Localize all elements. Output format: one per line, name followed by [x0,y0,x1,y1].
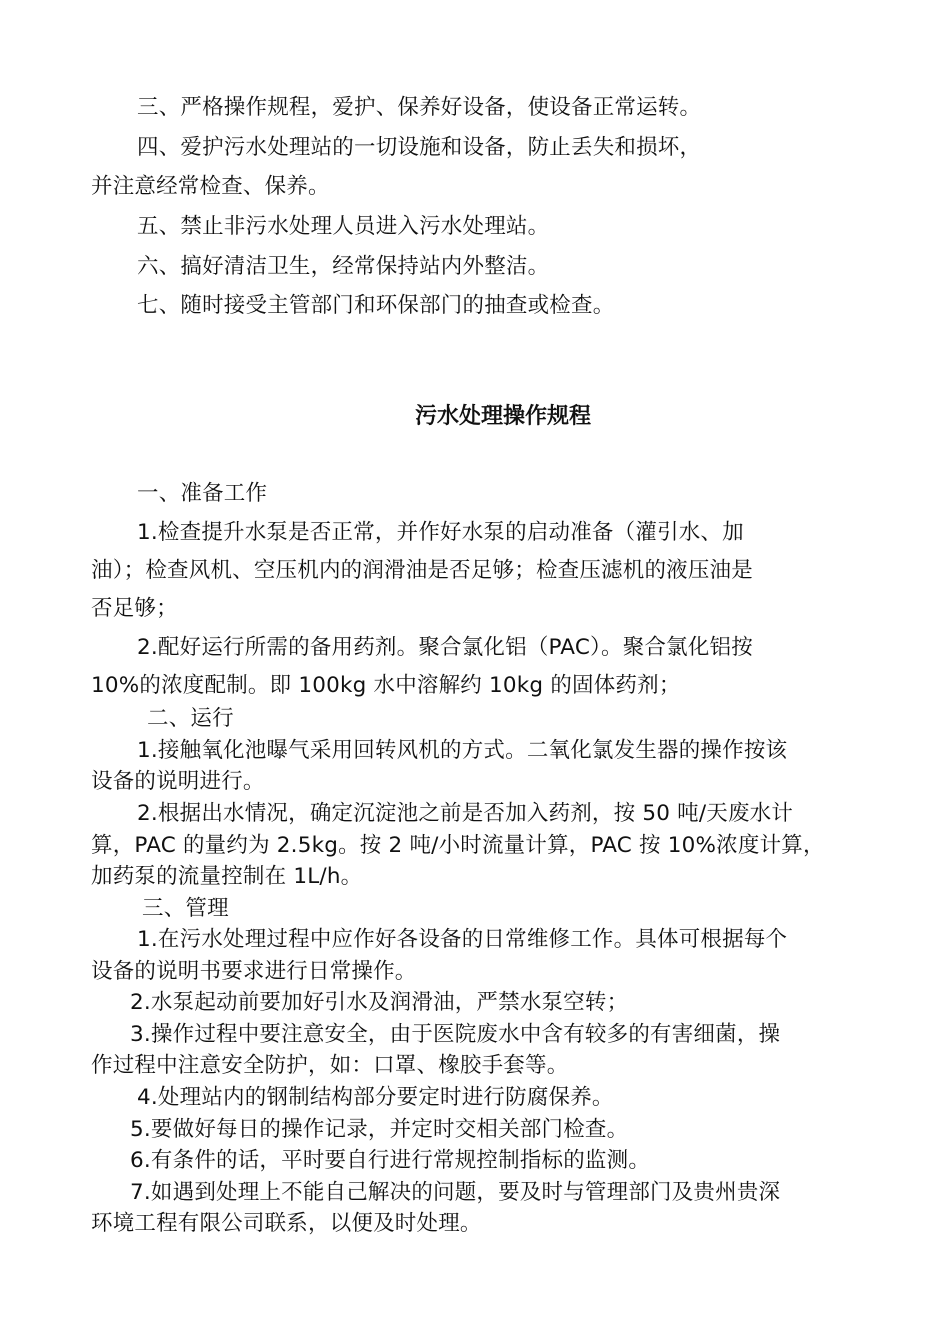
paragraph-line: 1.接触氧化池曝气采用回转风机的方式。二氧化氯发生器的操作按该 [137,738,788,763]
paragraph-line: 2.配好运行所需的备用药剂。聚合氯化铝（PAC）。聚合氯化铝按 [137,635,753,660]
paragraph-line: 环境工程有限公司联系，以便及时处理。 [91,1211,482,1236]
rule-item-4: 四、爱护污水处理站的一切设施和设备，防止丢失和损坏， [137,135,702,160]
paragraph-line: 10%的浓度配制。即 100kg 水中溶解约 10kg 的固体药剂； [91,673,681,698]
rule-item-4-cont: 并注意经常检查、保养。 [91,174,330,199]
rule-item-5: 五、禁止非污水处理人员进入污水处理站。 [137,214,550,239]
rule-item-7: 七、随时接受主管部门和环保部门的抽查或检查。 [137,293,615,318]
paragraph-line: 4.处理站内的钢制结构部分要定时进行防腐保养。 [137,1085,614,1110]
paragraph-line: 1.检查提升水泵是否正常，并作好水泵的启动准备（灌引水、加 [137,520,744,545]
rule-item-3: 三、严格操作规程，爱护、保养好设备，使设备正常运转。 [137,95,702,120]
paragraph-line: 7.如遇到处理上不能自己解决的问题，要及时与管理部门及贵州贵深 [130,1180,781,1205]
paragraph-line: 否足够； [91,596,178,621]
paragraph-line: 6.有条件的话，平时要自行进行常规控制指标的监测。 [130,1148,651,1173]
section-heading-operation: 二、运行 [147,706,234,731]
paragraph-line: 2.水泵起动前要加好引水及润滑油，严禁水泵空转； [130,990,629,1015]
paragraph-line: 油）；检查风机、空压机内的润滑油是否足够；检查压滤机的液压油是 [91,558,753,583]
paragraph-line: 作过程中注意安全防护，如：口罩、橡胶手套等。 [91,1053,569,1078]
paragraph-line: 设备的说明书要求进行日常操作。 [91,959,417,984]
section-heading-preparation: 一、准备工作 [137,481,268,506]
paragraph-line: 设备的说明进行。 [91,769,265,794]
section-heading-management: 三、管理 [142,896,229,921]
paragraph-line: 加药泵的流量控制在 1L/h。 [91,864,363,889]
paragraph-line: 1.在污水处理过程中应作好各设备的日常维修工作。具体可根据每个 [137,927,788,952]
page-title: 污水处理操作规程 [414,404,591,429]
paragraph-line: 5.要做好每日的操作记录，并定时交相关部门检查。 [130,1117,629,1142]
paragraph-line: 3.操作过程中要注意安全，由于医院废水中含有较多的有害细菌，操 [130,1022,781,1047]
rule-item-6: 六、搞好清洁卫生，经常保持站内外整洁。 [137,254,550,279]
paragraph-line: 2.根据出水情况，确定沉淀池之前是否加入药剂，按 50 吨/天废水计 [137,801,794,826]
paragraph-line: 算，PAC 的量约为 2.5kg。按 2 吨/小时流量计算，PAC 按 10%浓度计算， [91,833,825,858]
